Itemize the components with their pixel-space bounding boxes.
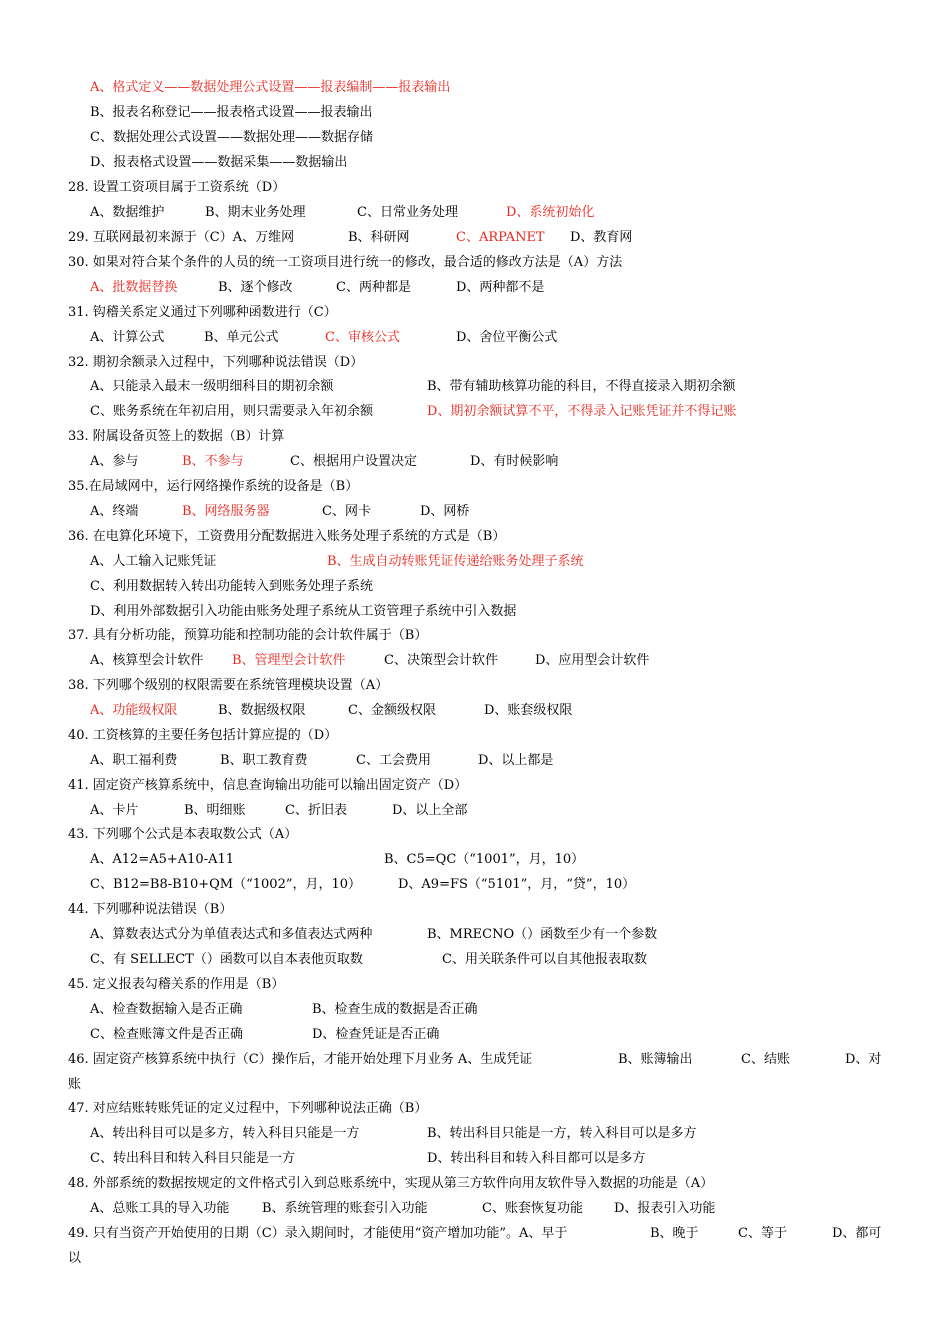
- q37-option-b: B、管理型会计软件: [232, 653, 346, 668]
- q27-option-b: B、报表名称登记——报表格式设置——报表输出: [90, 105, 373, 120]
- q36-option-d: D、利用外部数据引入功能由账务处理子系统从工资管理子系统中引入数据: [90, 604, 517, 619]
- q49-option-d-continued: 以: [68, 1251, 82, 1266]
- q28-question: 28. 设置工资项目属于工资系统（D）: [68, 180, 286, 195]
- q37-question: 37. 具有分析功能，预算功能和控制功能的会计软件属于（B）: [68, 628, 428, 643]
- q46-option-c: C、结账: [741, 1052, 790, 1067]
- q33-option-b: B、不参与: [182, 454, 244, 469]
- q31-option-c: C、审核公式: [325, 330, 400, 345]
- q43-question: 43. 下列哪个公式是本表取数公式（A）: [68, 827, 298, 842]
- q32-question: 32. 期初余额录入过程中，下列哪种说法错误（D）: [68, 355, 364, 370]
- q45-option-c: C、检查账簿文件是否正确: [90, 1027, 243, 1042]
- q40-option-d: D、以上都是: [478, 753, 554, 768]
- q30-option-a: A、批数据替换: [90, 280, 178, 295]
- q32-option-a: A、只能录入最末一级明细科目的期初余额: [90, 379, 334, 394]
- q46-question: 46. 固定资产核算系统中执行（C）操作后，才能开始处理下月业务 A、生成凭证: [68, 1052, 533, 1067]
- q44-option-d: C、用关联条件可以自其他报表取数: [442, 952, 647, 967]
- q28-option-c: C、日常业务处理: [357, 205, 458, 220]
- q28-option-b: B、期末业务处理: [205, 205, 306, 220]
- q35-question: 35.在局域网中，运行网络操作系统的设备是（B）: [68, 479, 359, 494]
- q36-option-a: A、人工输入记账凭证: [90, 554, 217, 569]
- q37-option-a: A、核算型会计软件: [90, 653, 204, 668]
- q30-option-b: B、逐个修改: [218, 280, 293, 295]
- q38-question: 38. 下列哪个级别的权限需要在系统管理模块设置（A）: [68, 678, 389, 693]
- q48-option-b: B、系统管理的账套引入功能: [262, 1201, 428, 1216]
- q44-option-c: C、有 SELLECT（）函数可以自本表他页取数: [90, 952, 363, 967]
- q29-question: 29. 互联网最初来源于（C）A、万维网: [68, 230, 295, 245]
- q49-option-b: B、晚于: [650, 1226, 699, 1241]
- q32-option-b: B、带有辅助核算功能的科目，不得直接录入期初余额: [427, 379, 736, 394]
- q49-option-d: D、都可: [832, 1226, 882, 1241]
- q41-option-c: C、折旧表: [285, 803, 347, 818]
- q33-option-a: A、参与: [90, 454, 139, 469]
- q35-option-a: A、终端: [90, 504, 139, 519]
- q40-option-b: B、职工教育费: [220, 753, 308, 768]
- q43-option-c: C、B12=B8-B10+QM（“1002”，月，10）: [90, 877, 362, 892]
- q32-option-c: C、账务系统在年初启用，则只需要录入年初余额: [90, 404, 373, 419]
- q35-option-d: D、网桥: [420, 504, 470, 519]
- q27-option-c: C、数据处理公式设置——数据处理——数据存储: [90, 130, 373, 145]
- q41-option-b: B、明细账: [184, 803, 246, 818]
- q49-option-c: C、等于: [738, 1226, 787, 1241]
- q48-option-d: D、报表引入功能: [614, 1201, 716, 1216]
- q47-option-d: D、转出科目和转入科目都可以是多方: [427, 1151, 646, 1166]
- q36-option-c: C、利用数据转入转出功能转入到账务处理子系统: [90, 579, 373, 594]
- q38-option-a: A、功能级权限: [90, 703, 178, 718]
- q32-option-d: D、期初余额试算不平，不得录入记账凭证并不得记账: [427, 404, 737, 419]
- q48-question: 48. 外部系统的数据按规定的文件格式引入到总账系统中，实现从第三方软件向用友软件导入数据的功能是（A）: [68, 1176, 714, 1191]
- q44-option-a: A、算数表达式分为单值表达式和多值表达式两种: [90, 927, 373, 942]
- q31-option-b: B、单元公式: [204, 330, 279, 345]
- q44-option-b: B、MRECNO（）函数至少有一个参数: [427, 927, 658, 942]
- q40-question: 40. 工资核算的主要任务包括计算应提的（D）: [68, 728, 338, 743]
- q40-option-c: C、工会费用: [356, 753, 431, 768]
- q46-option-b: B、账簿输出: [618, 1052, 693, 1067]
- q46-option-d: D、对: [845, 1052, 882, 1067]
- q40-option-a: A、职工福利费: [90, 753, 178, 768]
- q43-option-a: A、A12=A5+A10-A11: [90, 852, 235, 867]
- q30-option-d: D、两种都不是: [456, 280, 545, 295]
- q45-option-b: B、检查生成的数据是否正确: [312, 1002, 478, 1017]
- q31-option-a: A、计算公式: [90, 330, 165, 345]
- q45-question: 45. 定义报表勾稽关系的作用是（B）: [68, 977, 285, 992]
- q41-option-a: A、卡片: [90, 803, 139, 818]
- q28-option-d: D、系统初始化: [506, 205, 595, 220]
- q43-option-b: B、C5=QC（“1001”，月，10）: [384, 852, 585, 867]
- q38-option-c: C、金额级权限: [348, 703, 436, 718]
- q29-option-d: D、教育网: [570, 230, 633, 245]
- q29-option-c: C、ARPANET: [456, 230, 545, 245]
- q30-option-c: C、两种都是: [336, 280, 411, 295]
- q37-option-c: C、决策型会计软件: [384, 653, 498, 668]
- q36-option-b: B、生成自动转账凭证传递给账务处理子系统: [327, 554, 584, 569]
- q31-question: 31. 钩稽关系定义通过下列哪种函数进行（C）: [68, 305, 337, 320]
- q35-option-b: B、网络服务器: [182, 504, 270, 519]
- q38-option-b: B、数据级权限: [218, 703, 306, 718]
- q45-option-a: A、检查数据输入是否正确: [90, 1002, 243, 1017]
- q48-option-a: A、总账工具的导入功能: [90, 1201, 230, 1216]
- q47-option-c: C、转出科目和转入科目只能是一方: [90, 1151, 295, 1166]
- q33-question: 33. 附属设备页签上的数据（B）计算: [68, 429, 285, 444]
- q44-question: 44. 下列哪种说法错误（B）: [68, 902, 233, 917]
- q33-option-d: D、有时候影响: [470, 454, 559, 469]
- q37-option-d: D、应用型会计软件: [535, 653, 650, 668]
- q43-option-d: D、A9=FS（“5101”，月，“贷”，10）: [398, 877, 636, 892]
- q47-option-b: B、转出科目只能是一方，转入科目可以是多方: [427, 1126, 697, 1141]
- q47-question: 47. 对应结账转账凭证的定义过程中，下列哪种说法正确（B）: [68, 1101, 428, 1116]
- q38-option-d: D、账套级权限: [484, 703, 573, 718]
- q27-option-a: A、格式定义——数据处理公式设置——报表编制——报表输出: [90, 80, 451, 95]
- q41-option-d: D、以上全部: [392, 803, 468, 818]
- q48-option-c: C、账套恢复功能: [482, 1201, 583, 1216]
- q27-option-d: D、报表格式设置——数据采集——数据输出: [90, 155, 348, 170]
- q28-option-a: A、数据维护: [90, 205, 165, 220]
- q30-question: 30. 如果对符合某个条件的人员的统一工资项目进行统一的修改，最合适的修改方法是（A）方法: [68, 255, 623, 270]
- q41-question: 41. 固定资产核算系统中，信息查询输出功能可以输出固定资产（D）: [68, 778, 468, 793]
- q33-option-c: C、根据用户设置决定: [290, 454, 417, 469]
- q35-option-c: C、网卡: [322, 504, 371, 519]
- q49-question: 49. 只有当资产开始使用的日期（C）录入期间时，才能使用“资产增加功能”。A、早于: [68, 1226, 568, 1241]
- q31-option-d: D、舍位平衡公式: [456, 330, 558, 345]
- q36-question: 36. 在电算化环境下，工资费用分配数据进入账务处理子系统的方式是（B）: [68, 529, 506, 544]
- q29-option-b: B、科研网: [348, 230, 410, 245]
- q45-option-d: D、检查凭证是否正确: [312, 1027, 440, 1042]
- q46-option-d-continued: 账: [68, 1077, 82, 1092]
- q47-option-a: A、转出科目可以是多方，转入科目只能是一方: [90, 1126, 360, 1141]
